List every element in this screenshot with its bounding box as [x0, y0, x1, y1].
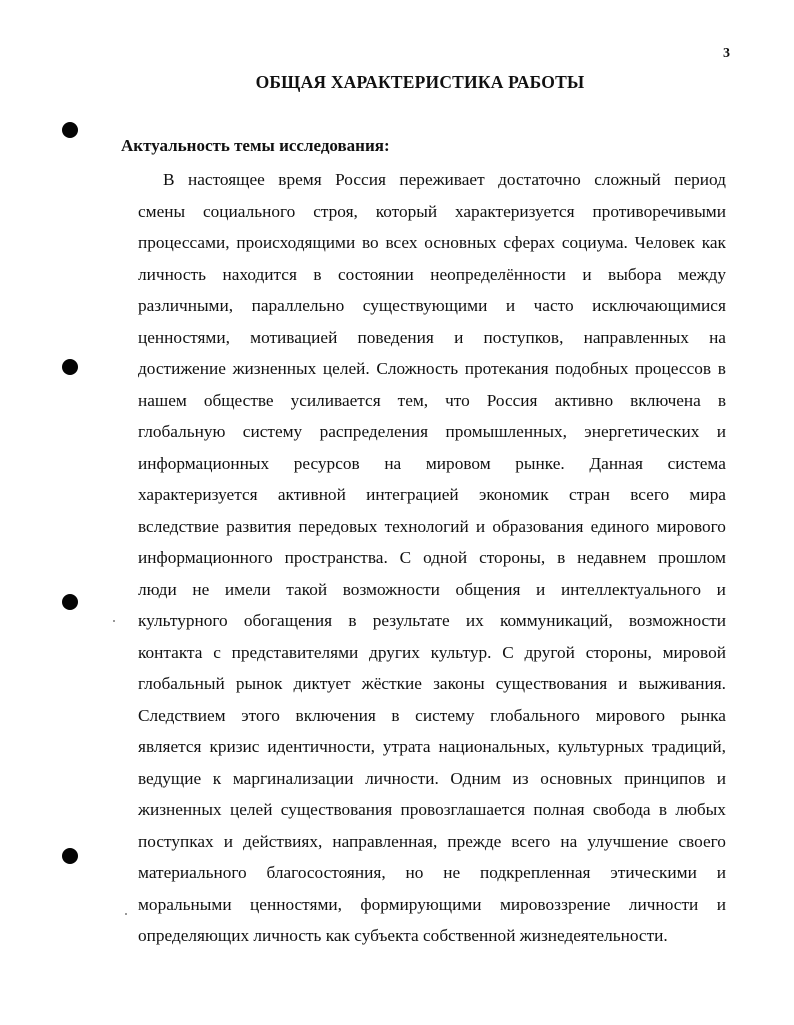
body-word: социального — [203, 201, 296, 221]
body-word: развития — [226, 516, 292, 536]
body-word: процессов — [635, 359, 712, 378]
body-word: но — [405, 863, 424, 882]
body-word: мира — [689, 485, 726, 504]
body-word: поведения — [357, 327, 434, 347]
body-word: и — [223, 831, 233, 851]
body-word: экономик — [478, 485, 549, 504]
body-word: и — [716, 579, 726, 599]
body-word: коммуникаций, — [499, 611, 613, 630]
body-word: различными, — [138, 296, 234, 315]
body-word: идентичности, — [267, 737, 375, 756]
body-word: система — [667, 453, 726, 473]
body-line — [138, 196, 726, 228]
body-word: из — [512, 768, 529, 788]
body-word: переживает — [399, 170, 485, 189]
punch-hole — [62, 848, 78, 864]
body-word: Данная — [589, 453, 643, 473]
body-word: смены — [138, 201, 186, 221]
page-title: ОБЩАЯ ХАРАКТЕРИСТИКА РАБОТЫ — [255, 72, 585, 92]
body-line — [138, 605, 726, 637]
body-word: полная — [533, 800, 585, 819]
body-line — [138, 857, 726, 889]
body-word: мирового — [656, 516, 726, 536]
body-word: сферах — [503, 233, 556, 252]
body-word: рынке. — [515, 453, 565, 473]
body-word: направленная, — [332, 831, 438, 851]
body-word: недавнем — [577, 548, 647, 567]
body-word: ценностями, — [250, 894, 342, 914]
body-line — [138, 259, 726, 291]
body-word: энергетических — [584, 422, 700, 441]
body-word: интеграцией — [366, 485, 459, 504]
body-word: жизненных — [138, 800, 222, 819]
body-word: достижение — [138, 359, 226, 378]
body-word: этическими — [610, 863, 697, 882]
body-word: активной — [277, 485, 346, 504]
body-word: к — [212, 768, 222, 788]
body-word: социума. — [561, 233, 628, 252]
body-word: активно — [554, 390, 614, 410]
body-word: стороны, — [585, 642, 652, 662]
body-word: действиях, — [243, 831, 323, 851]
body-word: процессами, — [138, 233, 230, 252]
body-word: и — [582, 264, 592, 284]
body-word: моральными — [138, 894, 232, 914]
body-word: Сложность — [376, 359, 459, 378]
body-word: включения — [295, 705, 376, 725]
body-word: всего — [630, 485, 670, 504]
body-word: информационных — [138, 453, 270, 473]
body-word: общения — [455, 579, 521, 599]
body-word: противоречивыми — [592, 201, 726, 221]
body-word: достаточно — [498, 170, 581, 189]
body-word: вследствие — [138, 516, 219, 536]
body-word: между — [678, 264, 726, 284]
body-word: глобальную — [138, 422, 226, 441]
body-word: как — [701, 233, 726, 252]
body-line — [138, 637, 726, 669]
body-word: мировом — [425, 453, 491, 473]
body-word: личности. — [365, 768, 439, 788]
body-word: ресурсов — [293, 453, 360, 473]
body-word: с — [213, 642, 221, 662]
body-word: возможности — [628, 611, 726, 630]
body-word: и — [454, 327, 464, 347]
body-word: и — [716, 863, 726, 882]
body-word: материального — [138, 863, 247, 882]
body-word: рынка — [680, 705, 726, 725]
body-word: рынок — [235, 674, 283, 693]
body-word: маргинализации — [232, 768, 354, 788]
page-number: 3 — [723, 46, 730, 61]
body-word: часто — [533, 296, 574, 315]
body-word: выживания. — [638, 674, 726, 693]
body-word: принципов — [624, 768, 706, 788]
body-word: включена — [630, 390, 701, 410]
body-word: не — [192, 579, 210, 599]
body-word: распределения — [319, 422, 429, 441]
body-word: основных — [540, 768, 613, 788]
body-word: обществе — [203, 390, 274, 410]
body-word: ценностями, — [138, 327, 230, 347]
body-word: существующими — [362, 296, 488, 315]
body-word: своего — [678, 831, 726, 851]
body-word: провозглашается — [400, 800, 526, 819]
body-word: жизненных — [232, 359, 317, 378]
body-word: неопределённости — [430, 264, 566, 284]
body-word: мотивацией — [250, 327, 338, 347]
body-word: протекания — [464, 359, 549, 378]
body-line — [138, 511, 726, 543]
body-word: всего — [511, 831, 551, 851]
body-line — [138, 542, 726, 574]
body-word: находится — [222, 264, 297, 284]
body-word: их — [465, 611, 484, 630]
body-word: Россия — [486, 390, 538, 410]
body-word: Одним — [450, 768, 501, 788]
scan-speck — [113, 620, 115, 622]
body-line — [138, 668, 726, 700]
body-word: передовых — [298, 516, 378, 536]
body-word: мировоззрение — [499, 894, 611, 914]
body-word: имели — [224, 579, 271, 599]
body-word: жёсткие — [361, 674, 422, 693]
body-word: любых — [675, 800, 726, 819]
body-word: основных — [424, 233, 497, 252]
body-word: строя, — [313, 201, 358, 221]
body-word: С — [502, 642, 514, 662]
body-word: исключающимися — [592, 296, 726, 315]
body-line — [138, 479, 726, 511]
body-word: прежде — [447, 831, 502, 851]
body-line — [138, 794, 726, 826]
body-word: существования — [495, 674, 608, 693]
body-word: выбора — [608, 264, 662, 284]
body-word: тем, — [397, 390, 429, 410]
body-word: информационного — [138, 548, 273, 567]
body-line: определяющих личность как субъекта собственной жизнедеятельности. — [138, 926, 668, 945]
body-word: личность — [138, 264, 206, 284]
body-word: в — [557, 548, 566, 567]
body-word: время — [278, 170, 322, 189]
body-line — [138, 290, 726, 322]
body-word: единого — [590, 516, 650, 536]
body-word: Россия — [335, 170, 386, 189]
body-word: личности — [628, 894, 699, 914]
body-line — [138, 353, 726, 385]
body-word: всех — [385, 233, 418, 252]
body-word: С — [399, 548, 412, 567]
body-word: подобных — [555, 359, 629, 378]
body-word: настоящее — [188, 170, 265, 189]
body-word: на — [709, 327, 726, 347]
body-word: контакта — [138, 642, 203, 662]
body-word: представителями — [231, 642, 359, 662]
body-word: в — [717, 359, 726, 378]
body-word: традиций, — [651, 737, 726, 756]
body-word: целей. — [322, 359, 370, 378]
body-line — [138, 448, 726, 480]
body-word: и — [618, 674, 628, 693]
body-word: мирового — [595, 705, 666, 725]
body-word: глобального — [490, 705, 580, 725]
body-line — [138, 889, 726, 921]
body-word: усиливается — [290, 390, 381, 410]
body-word: возможности — [342, 579, 440, 599]
body-word: параллельно — [251, 296, 345, 315]
body-line — [138, 700, 726, 732]
body-word: культурного — [138, 611, 228, 630]
body-word: Человек — [634, 233, 695, 252]
body-word: в — [348, 611, 357, 630]
body-word: прошлом — [658, 548, 726, 567]
body-word: одной — [423, 548, 468, 567]
body-word: улучшение — [587, 831, 669, 851]
body-word: диктует — [293, 674, 351, 693]
body-word: не — [443, 863, 461, 882]
body-word: в — [391, 705, 400, 725]
body-word: и — [536, 579, 546, 599]
body-word: систему — [242, 422, 303, 441]
body-word: стороны, — [479, 548, 546, 567]
body-word: ведущие — [138, 768, 202, 788]
body-word: состоянии — [338, 264, 414, 284]
scan-speck — [125, 913, 127, 915]
body-word: и — [716, 768, 726, 788]
body-word: в — [313, 264, 322, 284]
body-word: кризис — [209, 737, 260, 756]
body-word: сложный — [594, 170, 661, 189]
body-line — [138, 322, 726, 354]
body-word: на — [560, 831, 578, 851]
body-word: целей — [229, 800, 273, 819]
body-word: во — [362, 233, 379, 252]
body-line — [138, 574, 726, 606]
body-word: стран — [568, 485, 610, 504]
body-word: технологий — [384, 516, 469, 536]
body-word: результате — [372, 611, 450, 630]
body-word: что — [445, 390, 470, 410]
body-word: обогащения — [243, 611, 333, 630]
body-word: других — [369, 642, 420, 662]
body-line — [138, 227, 726, 259]
body-word: характеризуется — [138, 485, 258, 504]
body-word: этого — [241, 705, 280, 725]
body-word: В — [163, 170, 175, 189]
body-word: мировой — [662, 642, 726, 662]
body-word: существования — [280, 800, 393, 819]
body-word: поступков, — [483, 327, 564, 347]
body-word: свобода — [592, 800, 651, 819]
body-word: законы — [433, 674, 485, 693]
body-word: образования — [492, 516, 584, 536]
body-word: благосостояния, — [266, 863, 386, 882]
body-word: подкрепленная — [479, 863, 591, 882]
body-word: характеризуется — [454, 201, 575, 221]
body-line — [138, 416, 726, 448]
body-word: на — [384, 453, 402, 473]
body-word: и — [716, 894, 726, 914]
body-word: происходящими — [236, 233, 356, 252]
body-word: в — [658, 800, 668, 819]
body-word: люди — [138, 579, 177, 599]
punch-hole — [62, 594, 78, 610]
body-line — [138, 826, 726, 858]
body-word: глобальный — [138, 674, 225, 693]
body-word: Следствием — [138, 705, 226, 725]
body-word: промышленных, — [445, 422, 567, 441]
body-word: направленных — [583, 327, 689, 347]
body-word: нашем — [138, 390, 187, 410]
punch-hole — [62, 359, 78, 375]
body-line — [163, 164, 726, 196]
body-word: формирующими — [360, 894, 482, 914]
body-word: и — [716, 422, 726, 441]
body-word: в — [717, 390, 726, 410]
punch-hole — [62, 122, 78, 138]
body-word: и — [505, 296, 516, 315]
body-word: интеллектуального — [560, 579, 701, 599]
body-word: период — [674, 170, 726, 189]
body-word: является — [138, 737, 202, 756]
body-line — [138, 731, 726, 763]
body-word: систему — [415, 705, 475, 725]
body-word: другой — [524, 642, 575, 662]
body-word: культур. — [430, 642, 492, 662]
body-word: утрата — [382, 737, 431, 756]
body-word: такой — [286, 579, 328, 599]
body-word: пространства. — [284, 548, 388, 567]
section-heading: Актуальность темы исследования: — [121, 136, 390, 155]
body-line — [138, 385, 726, 417]
body-word: поступках — [138, 831, 214, 851]
body-word: культурных — [557, 737, 644, 756]
body-line — [138, 763, 726, 795]
body-word: и — [475, 516, 486, 536]
body-word: национальных, — [438, 737, 550, 756]
body-word: который — [375, 201, 438, 221]
